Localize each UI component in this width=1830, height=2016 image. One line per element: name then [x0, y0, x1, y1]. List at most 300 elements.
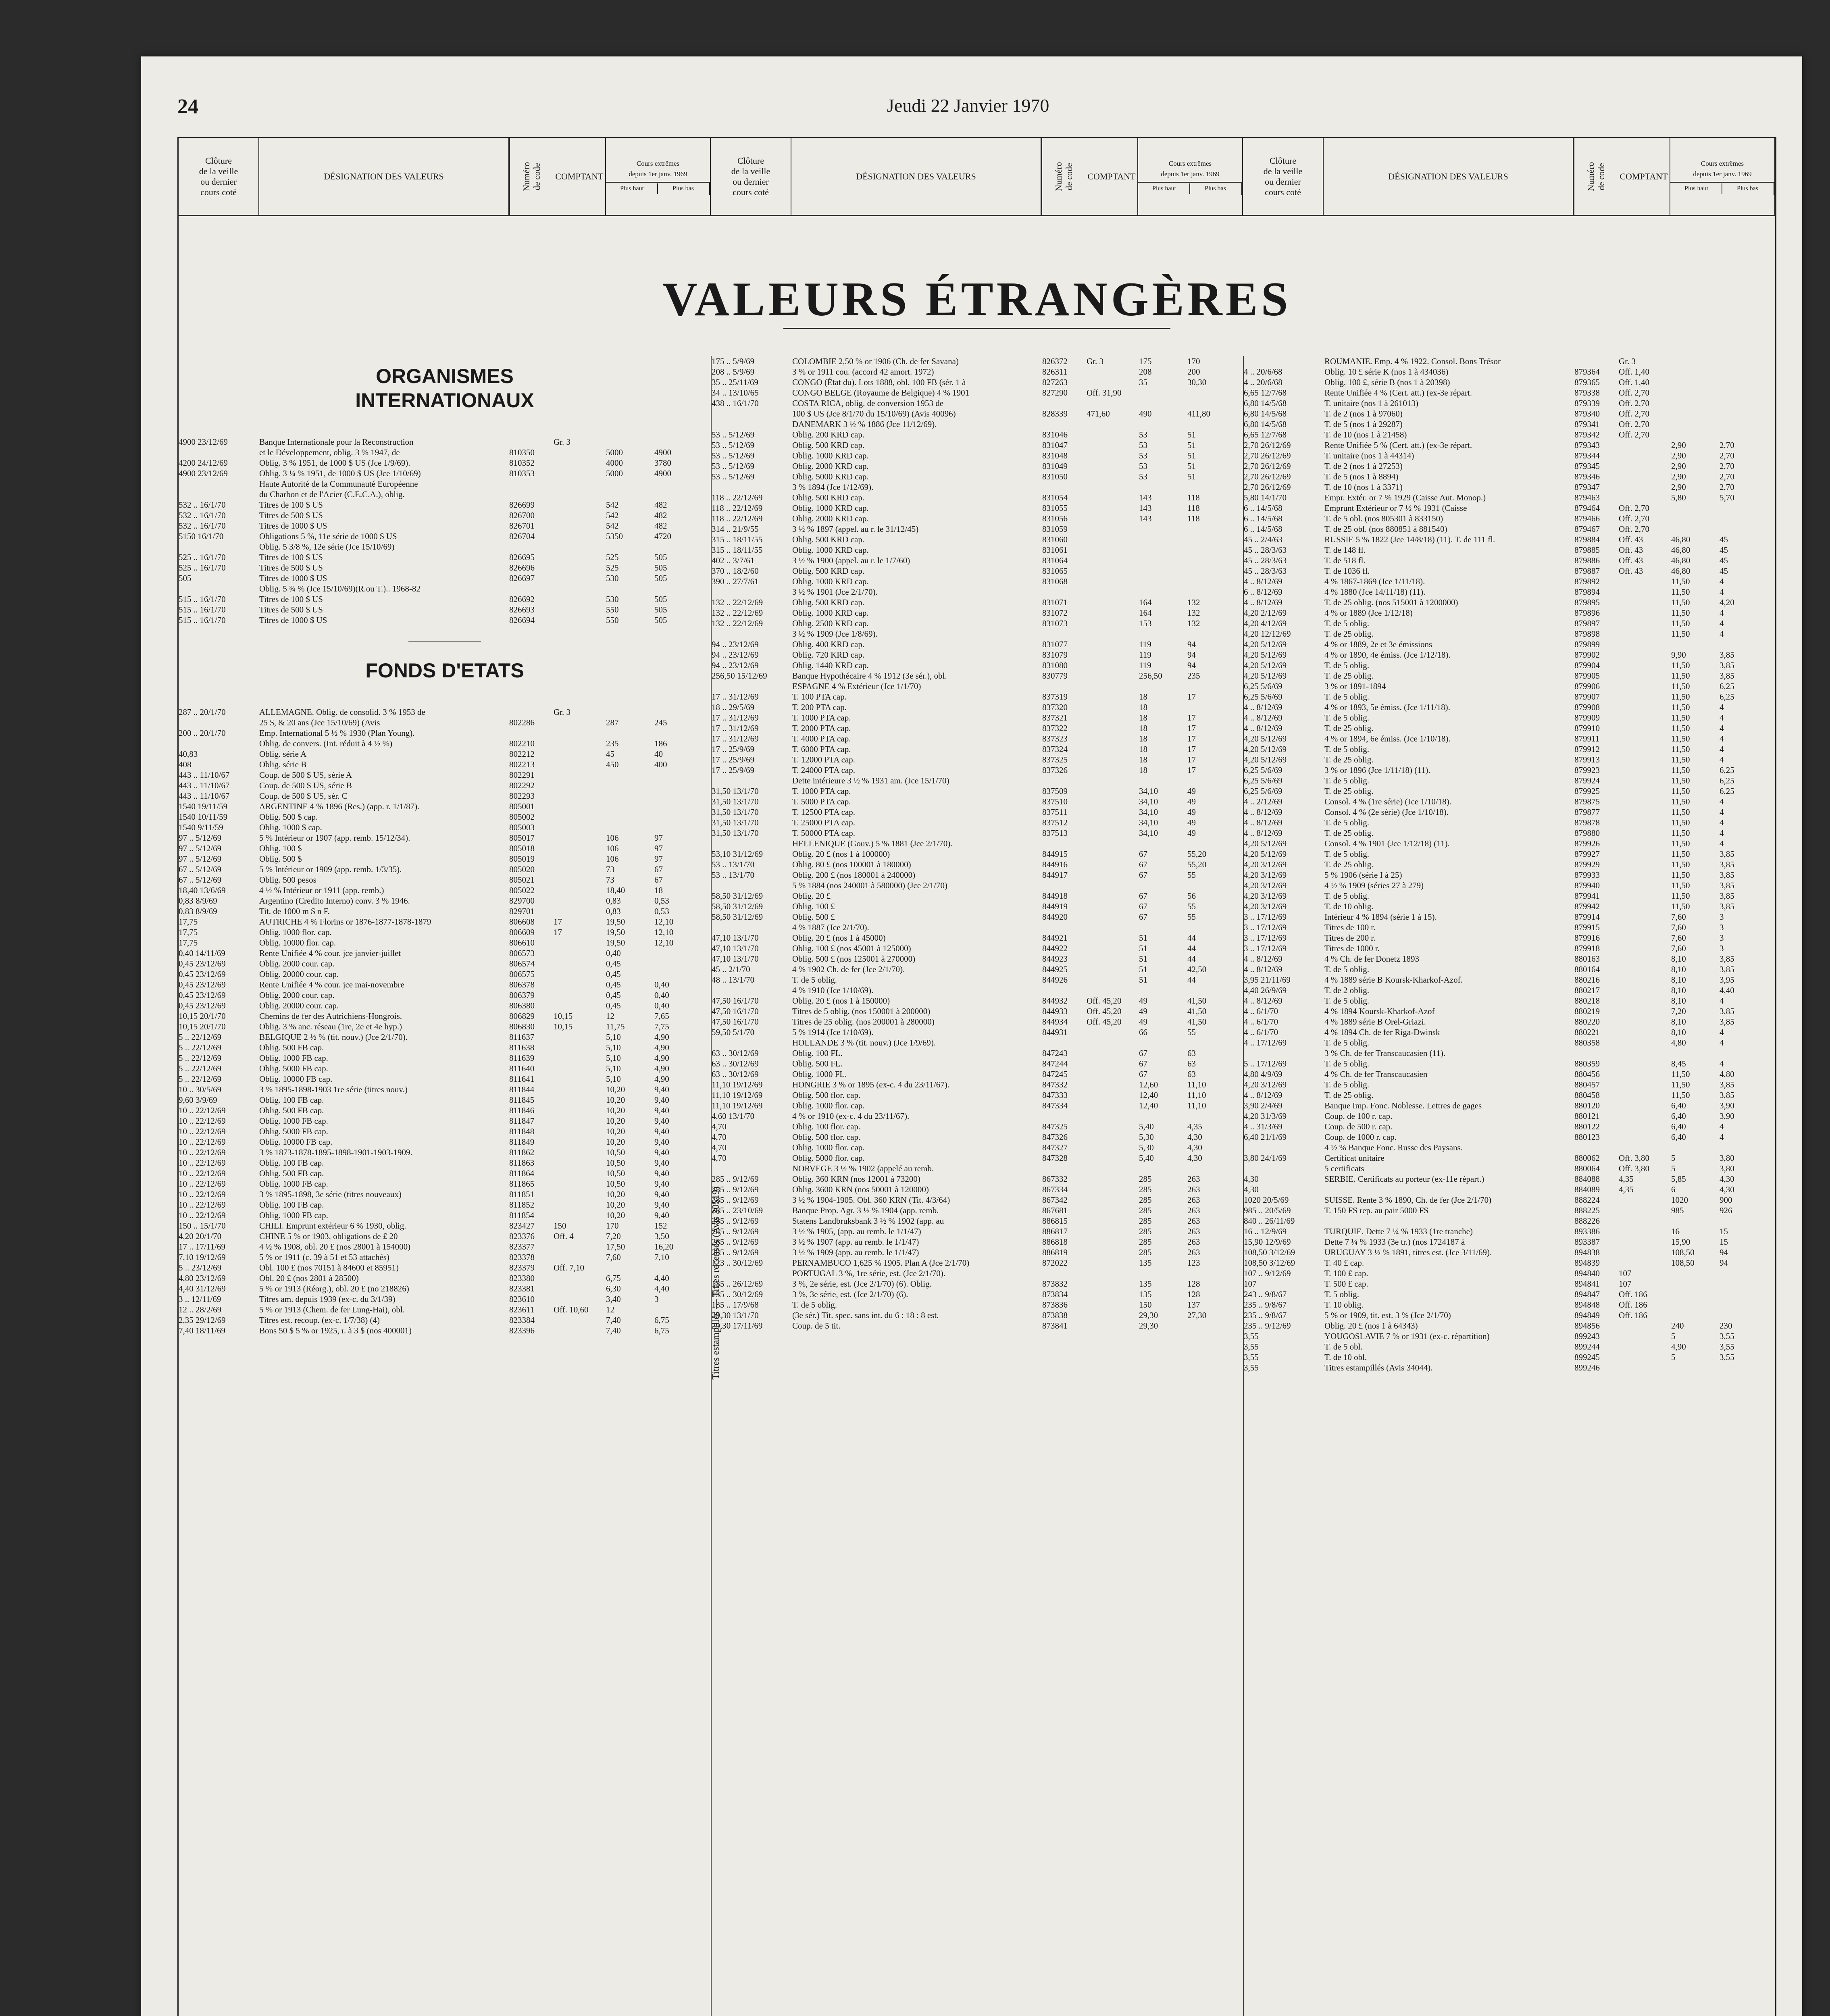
row-comptant — [1087, 1174, 1139, 1184]
row-code: 879905 — [1574, 671, 1600, 681]
row-plus-bas: 4,90 — [654, 1043, 669, 1052]
row-designation: PERNAMBUCO 1,625 % 1905. Plan A (Jce 2/1/70) — [792, 1258, 970, 1268]
row-plus-bas: 4 — [1720, 1132, 1724, 1142]
row-plus-bas — [1187, 838, 1232, 849]
row-cloture: 532 .. 16/1/70 — [179, 510, 226, 520]
row-code — [509, 489, 554, 500]
table-row — [712, 1079, 1244, 1090]
row-cloture: 4 .. 8/12/69 — [1244, 964, 1282, 974]
row-cloture: 6,80 14/5/68 — [1244, 419, 1287, 429]
row-cloture: 3,90 2/4/69 — [1244, 1101, 1282, 1110]
row-cloture: 17 .. 31/12/69 — [712, 734, 759, 744]
row-cloture: 285 .. 9/12/69 — [712, 1195, 759, 1205]
row-plus-haut: 11,50 — [1671, 619, 1690, 628]
row-plus-bas: 56 — [1187, 891, 1196, 901]
row-plus-bas: 3 — [1720, 943, 1724, 953]
row-plus-bas — [1720, 1300, 1764, 1310]
row-cloture: 985 .. 20/5/69 — [1244, 1206, 1291, 1215]
table-row — [712, 1163, 1244, 1174]
row-cloture: 256,50 15/12/69 — [712, 671, 767, 681]
row-designation: Coup. de 1000 r. cap. — [1324, 1132, 1397, 1142]
row-cloture — [179, 489, 259, 500]
row-cloture: 285 .. 9/12/69 — [712, 1174, 759, 1184]
row-plus-haut: 18 — [1139, 723, 1147, 733]
row-comptant: 10,15 — [554, 1022, 573, 1031]
row-plus-bas: 94 — [1187, 660, 1196, 670]
row-designation: Oblig. 1440 KRD cap. — [792, 660, 869, 670]
table-row — [1244, 975, 1776, 985]
row-code: 894848 — [1574, 1300, 1600, 1310]
row-code: 823610 — [509, 1294, 535, 1304]
row-plus-haut: 34,10 — [1139, 786, 1158, 796]
row-code — [1042, 1037, 1087, 1048]
row-plus-haut — [1139, 419, 1187, 429]
table-row — [712, 545, 1244, 555]
row-plus-bas: 17 — [1187, 713, 1196, 723]
header-cours-label: Cours extrêmes depuis 1er janv. 1969 — [629, 160, 687, 178]
table-row — [1244, 712, 1776, 723]
row-designation: 5 % or 1913 (Réorg.), obl. 20 £ (no 218826) — [259, 1284, 409, 1293]
row-plus-bas: 45 — [1720, 556, 1728, 565]
table-row — [179, 1147, 711, 1158]
row-code: 831080 — [1042, 660, 1068, 670]
row-comptant — [1619, 1362, 1671, 1373]
table-row — [712, 880, 1244, 891]
row-plus-haut: 45 — [606, 749, 614, 759]
row-code: 899246 — [1574, 1363, 1600, 1372]
row-code: 873832 — [1042, 1279, 1068, 1289]
row-plus-bas: 3 — [654, 1294, 659, 1304]
row-comptant: Off. 2,70 — [1619, 409, 1650, 419]
row-designation: T. de 25 oblig. — [1324, 860, 1374, 869]
table-row — [712, 796, 1244, 807]
row-plus-bas — [1720, 503, 1764, 513]
row-code: 880218 — [1574, 996, 1600, 1006]
table-row — [712, 912, 1244, 922]
row-designation: PORTUGAL 3 %, 1re série, est. (Jce 2/1/70). — [792, 1268, 945, 1278]
row-code: 802292 — [509, 781, 535, 790]
row-comptant — [1619, 996, 1671, 1006]
row-code: 886819 — [1042, 1248, 1068, 1257]
table-row — [1244, 1279, 1776, 1289]
table-row — [1244, 1132, 1776, 1142]
row-plus-bas — [654, 969, 699, 979]
row-plus-bas: 505 — [654, 573, 667, 583]
row-designation: 4 % Ch. de fer Transcaucasien — [1324, 1069, 1428, 1079]
table-row — [712, 1058, 1244, 1069]
row-comptant — [554, 1000, 606, 1011]
row-code: 837324 — [1042, 744, 1068, 754]
row-plus-haut: 53 — [1139, 430, 1147, 439]
row-designation: 4 % 1902 Ch. de fer (Jce 2/1/70). — [792, 964, 905, 974]
row-cloture: 10 .. 22/12/69 — [179, 1200, 226, 1210]
row-cloture: 1540 10/11/59 — [179, 812, 228, 822]
table-row — [1244, 450, 1776, 461]
row-designation: Oblig. 80 £ (nos 100001 à 180000) — [792, 860, 911, 869]
row-cloture: 4,20 3/12/69 — [1244, 1080, 1287, 1089]
row-designation: T. 4000 PTA cap. — [792, 734, 851, 744]
row-comptant — [1087, 1058, 1139, 1069]
row-comptant — [1619, 671, 1671, 681]
row-plus-bas — [654, 791, 699, 801]
row-cloture: 525 .. 16/1/70 — [179, 552, 226, 562]
row-comptant — [1087, 1100, 1139, 1111]
row-designation: Consol. 4 % 1901 (Jce 1/12/18) (11). — [1324, 839, 1450, 848]
table-row — [179, 1000, 711, 1011]
row-plus-haut: 10,50 — [606, 1168, 625, 1178]
table-row — [179, 1220, 711, 1231]
row-comptant — [554, 1179, 606, 1189]
row-plus-bas: 49 — [1187, 807, 1196, 817]
row-comptant: Off. 43 — [1619, 545, 1643, 555]
row-cloture: 53 .. 5/12/69 — [712, 440, 755, 450]
row-plus-bas — [654, 1304, 699, 1315]
row-plus-bas: 3,85 — [1720, 860, 1734, 869]
row-cloture — [1244, 1142, 1324, 1153]
row-code: 880163 — [1574, 954, 1600, 964]
row-plus-haut — [1671, 524, 1720, 534]
row-code: 847243 — [1042, 1048, 1068, 1058]
table-row — [712, 891, 1244, 901]
table-row — [179, 1116, 711, 1126]
table-row — [1244, 555, 1776, 566]
row-code: 879466 — [1574, 514, 1600, 523]
row-comptant — [1619, 891, 1671, 901]
row-code: 823377 — [509, 1242, 535, 1252]
row-code: 899245 — [1574, 1352, 1600, 1362]
row-plus-haut: 6,30 — [606, 1284, 621, 1293]
table-row — [179, 1063, 711, 1074]
row-plus-bas: 9,40 — [654, 1189, 669, 1199]
row-plus-bas: 3780 — [654, 458, 671, 468]
table-row — [712, 1268, 1244, 1279]
row-plus-bas — [654, 541, 699, 552]
row-plus-bas — [1187, 566, 1232, 576]
row-comptant — [1087, 964, 1139, 975]
row-plus-bas — [654, 489, 699, 500]
row-comptant — [1087, 712, 1139, 723]
row-comptant — [1087, 765, 1139, 775]
row-cloture — [1244, 356, 1324, 367]
table-row — [1244, 1184, 1776, 1195]
table-row — [179, 1189, 711, 1200]
row-plus-haut — [1139, 555, 1187, 566]
table-row — [179, 521, 711, 531]
row-comptant — [554, 615, 606, 625]
row-plus-haut: 6,40 — [1671, 1122, 1686, 1131]
row-plus-bas: 5,70 — [1720, 493, 1734, 502]
table-row — [1244, 1247, 1776, 1258]
table-row — [1244, 933, 1776, 943]
row-code: 879927 — [1574, 849, 1600, 859]
row-plus-haut — [1139, 838, 1187, 849]
table-row — [712, 1090, 1244, 1100]
row-cloture: 48 .. 13/1/70 — [712, 975, 755, 985]
row-plus-bas: 3,85 — [1720, 1080, 1734, 1089]
row-plus-bas: 9,40 — [654, 1200, 669, 1210]
row-cloture: 2,70 26/12/69 — [1244, 451, 1291, 460]
row-plus-bas: 6,75 — [654, 1326, 669, 1335]
row-plus-haut: 11,50 — [1671, 797, 1690, 806]
row-designation: T. 5 oblig. — [1324, 1289, 1359, 1299]
row-plus-haut: 0,45 — [606, 980, 621, 989]
row-comptant — [1619, 1006, 1671, 1016]
row-designation: T. 24000 PTA cap. — [792, 765, 855, 775]
header-cloture: Clôture de la veille ou dernier cours coté — [1243, 138, 1324, 215]
row-cloture: 525 .. 16/1/70 — [179, 563, 226, 573]
row-plus-haut: 285 — [1139, 1237, 1152, 1247]
row-cloture: 45 .. 28/3/63 — [1244, 566, 1287, 576]
row-plus-haut: 67 — [1139, 849, 1147, 859]
row-designation: Titres de 100 $ US — [259, 552, 323, 562]
row-plus-haut: 108,50 — [1671, 1258, 1695, 1268]
row-designation: Oblig. 500 KRD cap. — [792, 535, 865, 544]
row-cloture — [179, 583, 259, 594]
row-plus-bas — [1187, 880, 1232, 891]
row-code — [1042, 482, 1087, 492]
row-code: 879340 — [1574, 409, 1600, 419]
row-code: 879886 — [1574, 556, 1600, 565]
row-plus-bas — [654, 583, 699, 594]
row-code: 831054 — [1042, 493, 1068, 502]
row-comptant — [1619, 1320, 1671, 1331]
row-code: 880122 — [1574, 1122, 1600, 1131]
row-cloture: 3,55 — [1244, 1331, 1259, 1341]
table-row — [712, 754, 1244, 765]
table-row — [712, 513, 1244, 524]
row-plus-haut — [1671, 1279, 1720, 1289]
row-plus-haut: 46,80 — [1671, 545, 1691, 555]
row-code: 844926 — [1042, 975, 1068, 985]
row-comptant — [1087, 880, 1139, 891]
row-plus-bas: 4720 — [654, 531, 671, 541]
row-cloture — [712, 1037, 792, 1048]
table-row — [1244, 954, 1776, 964]
row-comptant — [554, 1158, 606, 1168]
table-row — [712, 1184, 1244, 1195]
row-designation: T. de 5 oblig. — [792, 975, 837, 985]
row-comptant — [1619, 1352, 1671, 1362]
row-plus-haut: 11,50 — [1671, 671, 1690, 681]
row-code: 810353 — [509, 469, 535, 478]
row-cloture: 3 .. 12/11/69 — [179, 1294, 221, 1304]
row-plus-haut: 0,45 — [606, 969, 621, 979]
table-row — [1244, 471, 1776, 482]
row-plus-bas: 128 — [1187, 1279, 1200, 1289]
row-code: 879896 — [1574, 608, 1600, 618]
table-row — [1244, 754, 1776, 765]
row-plus-bas — [1720, 1279, 1764, 1289]
row-code: 844918 — [1042, 891, 1068, 901]
row-code: 880064 — [1574, 1164, 1600, 1173]
row-plus-bas — [1187, 419, 1232, 429]
row-plus-haut: 5,10 — [606, 1053, 621, 1063]
row-plus-haut: 530 — [606, 573, 619, 583]
table-row — [712, 817, 1244, 828]
row-comptant — [1087, 744, 1139, 754]
row-plus-haut: 10,20 — [606, 1210, 625, 1220]
row-designation: 5 certificats — [1324, 1164, 1364, 1173]
row-cloture: 17 .. 17/11/69 — [179, 1242, 225, 1252]
row-cloture: 40,83 — [179, 749, 198, 759]
row-comptant — [1619, 1132, 1671, 1142]
row-comptant — [1087, 1132, 1139, 1142]
table-row — [179, 1126, 711, 1137]
row-designation: Banque Internationale pour la Reconstruction — [259, 437, 414, 447]
row-plus-haut: 12,60 — [1139, 1080, 1158, 1089]
row-cloture: 4,20 4/12/69 — [1244, 619, 1287, 628]
row-designation: T. de 5 oblig. — [1324, 1038, 1370, 1048]
row-designation: 4 ½ % Banque Fonc. Russe des Paysans. — [1324, 1143, 1463, 1152]
row-designation: Oblig. 200 KRD cap. — [792, 430, 865, 439]
row-comptant: 17 — [554, 917, 562, 927]
row-plus-haut: 135 — [1139, 1289, 1152, 1299]
row-code: 880216 — [1574, 975, 1600, 985]
row-code: 823384 — [509, 1315, 535, 1325]
row-designation: Titres de 500 $ US — [259, 510, 323, 520]
row-designation: Oblig. 1000 KRD cap. — [792, 577, 869, 586]
row-cloture: 16 .. 12/9/69 — [1244, 1227, 1287, 1236]
row-designation: et le Développement, oblig. 3 % 1947, de — [259, 448, 400, 457]
row-cloture: 5 .. 23/12/69 — [179, 1263, 222, 1272]
row-comptant — [554, 1105, 606, 1116]
row-plus-haut: 5,85 — [1671, 1174, 1686, 1184]
row-plus-haut: 34,10 — [1139, 797, 1158, 806]
row-designation: T. de 10 (nos 1 à 3371) — [1324, 482, 1403, 492]
table-row — [712, 828, 1244, 838]
row-cloture — [712, 1163, 792, 1174]
row-cloture: 3 .. 17/12/69 — [1244, 943, 1287, 953]
table-row — [1244, 629, 1776, 639]
row-code: 844921 — [1042, 933, 1068, 943]
row-code: 879897 — [1574, 619, 1600, 628]
row-plus-bas: 41,50 — [1187, 1006, 1207, 1016]
row-cloture: 1540 19/11/59 — [179, 802, 228, 811]
row-plus-bas: 11,10 — [1187, 1080, 1206, 1089]
row-designation: Titres de 100 $ US — [259, 594, 323, 604]
table-row — [712, 1216, 1244, 1226]
row-plus-haut — [1139, 566, 1187, 576]
row-comptant — [1619, 786, 1671, 796]
row-designation: Oblig. 3 ¼ % 1951, de 1000 $ US (Jce 1/10/69) — [259, 469, 421, 478]
row-comptant — [554, 1084, 606, 1095]
row-designation: Oblig. 1000 $ cap. — [259, 823, 322, 832]
row-designation: ARGENTINE 4 % 1896 (Res.) (app. r. 1/1/87). — [259, 802, 420, 811]
row-comptant — [1619, 1237, 1671, 1247]
row-cloture: 4 .. 8/12/69 — [1244, 723, 1282, 733]
row-plus-haut: 0,45 — [606, 1001, 621, 1010]
row-code: 806573 — [509, 948, 535, 958]
row-code — [1574, 1048, 1619, 1058]
row-comptant — [1619, 985, 1671, 996]
row-designation: Coup. de 500 $ US, série B — [259, 781, 352, 790]
row-plus-bas: 263 — [1187, 1237, 1200, 1247]
row-cloture: 4 .. 8/12/69 — [1244, 577, 1282, 586]
row-code: 847334 — [1042, 1101, 1068, 1110]
row-code: 826693 — [509, 605, 535, 614]
row-comptant — [1087, 975, 1139, 985]
row-plus-bas: 3,55 — [1720, 1342, 1734, 1352]
row-plus-bas: 6,75 — [654, 1315, 669, 1325]
row-cloture: 4,40 31/12/69 — [179, 1284, 226, 1293]
row-plus-haut: 108,50 — [1671, 1248, 1695, 1257]
row-designation: T. de 5 obl. — [1324, 1342, 1363, 1352]
row-comptant — [554, 979, 606, 990]
row-plus-bas: 2,70 — [1720, 451, 1734, 460]
row-code: 831048 — [1042, 451, 1068, 460]
row-code: 886817 — [1042, 1227, 1068, 1236]
row-comptant: Off. 186 — [1619, 1310, 1647, 1320]
table-row — [179, 916, 711, 927]
table-row — [1244, 356, 1776, 367]
row-code: 806379 — [509, 990, 535, 1000]
row-plus-bas: 4 — [1720, 619, 1724, 628]
row-comptant — [1087, 597, 1139, 608]
row-plus-haut — [1139, 545, 1187, 555]
row-cloture: 4,20 31/3/69 — [1244, 1111, 1287, 1121]
row-plus-bas: 3,90 — [1720, 1111, 1734, 1121]
row-code: 831073 — [1042, 619, 1068, 628]
table-row — [712, 954, 1244, 964]
row-plus-bas: 17 — [1187, 744, 1196, 754]
row-plus-haut: 119 — [1139, 660, 1151, 670]
row-code: 806829 — [509, 1011, 535, 1021]
row-comptant — [554, 1053, 606, 1063]
row-comptant — [1087, 1300, 1139, 1310]
row-code: 802291 — [509, 770, 535, 780]
row-code: 880120 — [1574, 1101, 1600, 1110]
row-designation: 4 % or 1910 (ex-c. 4 du 23/11/67). — [792, 1111, 910, 1121]
table-row — [1244, 1016, 1776, 1027]
table-row — [179, 780, 711, 791]
row-designation: T. de 5 oblig. — [1324, 891, 1370, 901]
table-row — [179, 1032, 711, 1042]
row-comptant — [554, 1294, 606, 1304]
row-cloture: 2,70 26/12/69 — [1244, 472, 1291, 481]
row-code: 888225 — [1574, 1206, 1600, 1215]
row-code: 802286 — [509, 718, 535, 727]
table-row — [1244, 503, 1776, 513]
row-designation: T. de 10 obl. — [1324, 1352, 1367, 1362]
table-row — [712, 482, 1244, 492]
row-plus-haut: 6,40 — [1671, 1132, 1686, 1142]
table-row — [1244, 440, 1776, 450]
row-comptant — [1087, 1205, 1139, 1216]
table-row — [1244, 849, 1776, 859]
row-code: 888224 — [1574, 1195, 1600, 1205]
row-plus-haut: 287 — [606, 718, 619, 727]
row-comptant — [554, 562, 606, 573]
table-row — [1244, 387, 1776, 398]
row-comptant — [1619, 723, 1671, 733]
row-comptant: Gr. 3 — [1087, 356, 1103, 366]
row-plus-haut: 119 — [1139, 650, 1151, 660]
row-comptant — [1619, 471, 1671, 482]
row-plus-haut: 4,90 — [1671, 1342, 1686, 1352]
row-code: 894838 — [1574, 1248, 1600, 1257]
row-plus-bas: 4 — [1720, 577, 1724, 586]
row-plus-haut: 106 — [606, 854, 619, 864]
row-plus-bas — [654, 707, 699, 717]
row-comptant — [554, 875, 606, 885]
row-code: 806608 — [509, 917, 535, 927]
row-comptant — [1087, 1226, 1139, 1237]
row-code: 879910 — [1574, 723, 1600, 733]
row-cloture: 0,45 23/12/69 — [179, 1001, 226, 1010]
table-row — [1244, 817, 1776, 828]
row-plus-haut: 235 — [606, 739, 619, 748]
row-comptant — [554, 780, 606, 791]
